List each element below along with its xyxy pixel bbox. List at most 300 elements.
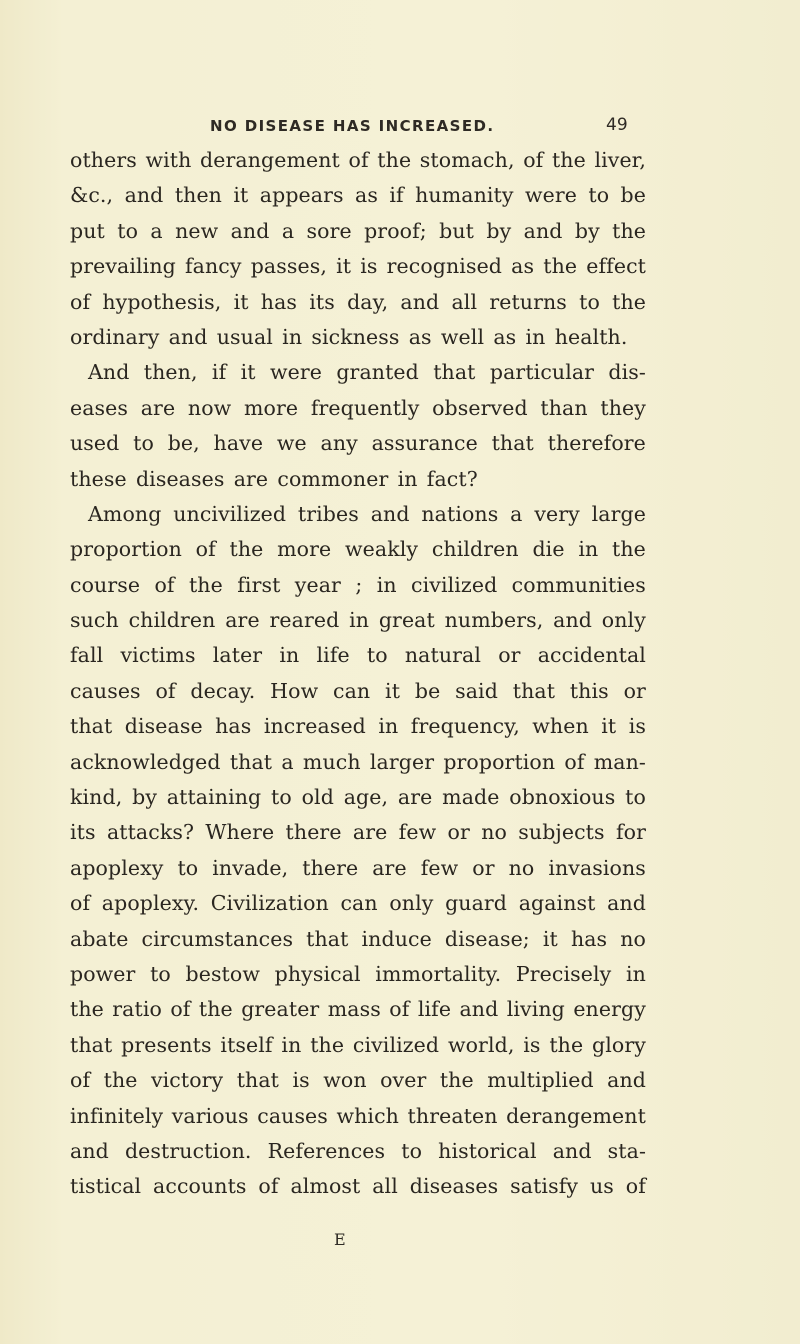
word: mass [327, 997, 381, 1022]
word: fact? [426, 466, 478, 491]
word: it [601, 714, 617, 739]
word: humanity [415, 183, 514, 208]
word: is [628, 714, 646, 739]
word: therefore [547, 431, 646, 456]
word: in [279, 643, 300, 668]
word: of [170, 997, 191, 1022]
word: the [310, 1032, 345, 1057]
word: weakly [345, 537, 419, 562]
word: in [397, 466, 418, 491]
text-line [70, 922, 646, 957]
word: Civilization [210, 891, 329, 916]
word: by [486, 218, 512, 243]
word: but [439, 218, 475, 243]
word: in [625, 961, 646, 986]
word: eases [70, 395, 129, 420]
word: granted [336, 360, 419, 385]
text-line [70, 497, 646, 532]
word: all [372, 1174, 398, 1199]
word: invade, [212, 855, 289, 880]
text-line [70, 178, 646, 213]
word: returns [489, 289, 567, 314]
word: has [260, 289, 298, 314]
word: be, [167, 431, 200, 456]
word: accounts [153, 1174, 247, 1199]
word: as [493, 324, 517, 349]
word: have [213, 431, 264, 456]
word: few [420, 855, 459, 880]
word: in [281, 1032, 302, 1057]
text-line [70, 851, 646, 886]
word: immortality. [375, 961, 502, 986]
word: used [70, 431, 120, 456]
word: health. [554, 324, 628, 349]
word: when [532, 714, 589, 739]
word: And [88, 360, 130, 385]
word: were [524, 183, 577, 208]
word: much [302, 749, 361, 774]
word: itself [220, 1032, 273, 1057]
word: in [378, 714, 399, 739]
word: usual [216, 324, 273, 349]
word: than [540, 395, 588, 420]
word: are [397, 785, 433, 810]
word: guard [445, 891, 508, 916]
word: for [615, 820, 646, 845]
word: victory [150, 1068, 224, 1093]
word: fall [70, 643, 104, 668]
word: of [70, 289, 91, 314]
word: children [128, 608, 216, 633]
word: historical [438, 1138, 537, 1163]
word: and [607, 1068, 646, 1093]
word: invasions [548, 855, 646, 880]
word: and [552, 1138, 592, 1163]
word: is [360, 254, 378, 279]
word: won [323, 1068, 367, 1093]
word: civilized [352, 1032, 440, 1057]
word: victims [120, 643, 196, 668]
word: ratio [112, 997, 162, 1022]
running-head [0, 115, 800, 139]
word: energy [573, 997, 646, 1022]
word: sore [306, 218, 352, 243]
word: put [70, 218, 105, 243]
text-line [70, 320, 646, 355]
text-line [70, 285, 646, 320]
word: a [150, 218, 163, 243]
word: are [225, 608, 260, 633]
word: of [70, 1068, 91, 1093]
word: only [389, 891, 434, 916]
word: frequently [310, 395, 420, 420]
word: over [380, 1068, 427, 1093]
word: it [542, 926, 558, 951]
word: of [154, 572, 175, 597]
word: a [281, 218, 295, 243]
word: derangement [506, 1103, 646, 1128]
word: is [523, 1032, 541, 1057]
word: it [240, 360, 256, 385]
word: of [195, 537, 216, 562]
word: Among [88, 501, 162, 526]
text-line [70, 1134, 646, 1169]
word: by [132, 785, 158, 810]
word: said [455, 678, 498, 703]
word: attaining [166, 785, 262, 810]
word: others [70, 148, 137, 172]
word: to [271, 785, 292, 810]
word: glory [592, 1032, 646, 1057]
word: abate [70, 926, 129, 951]
word: &c., [70, 183, 114, 208]
word: or [623, 678, 646, 703]
word: sta- [607, 1138, 646, 1163]
text-line [70, 1028, 646, 1063]
word: acknowledged [70, 749, 221, 774]
word: in [578, 537, 599, 562]
word: that [306, 926, 349, 951]
text-line [70, 249, 646, 284]
word: and [70, 1138, 109, 1163]
word: tistical [70, 1174, 142, 1199]
word: the [543, 254, 578, 279]
word: it [336, 254, 352, 279]
word: more [244, 395, 299, 420]
word: commoner [277, 466, 389, 491]
word: threaten [407, 1103, 498, 1128]
word: particular [489, 360, 595, 385]
word: bestow [185, 961, 260, 986]
word: proportion [443, 749, 556, 774]
word: assurance [371, 431, 478, 456]
word: then [174, 183, 222, 208]
word: hypothesis, [102, 289, 222, 314]
word: day, [347, 289, 389, 314]
word: of [389, 997, 410, 1022]
word: to [150, 961, 171, 986]
word: tribes [297, 501, 359, 526]
word: the [198, 997, 233, 1022]
word: in [349, 608, 370, 633]
word: if [389, 183, 404, 208]
word: that [512, 678, 556, 703]
word: disease; [444, 926, 530, 951]
word: dis- [608, 360, 646, 385]
word: References [267, 1138, 386, 1163]
word: prevailing [70, 254, 176, 279]
text-line [70, 391, 646, 426]
word: were [269, 360, 322, 385]
word: against [518, 891, 596, 916]
word: observed [432, 395, 528, 420]
word: kind, [70, 785, 123, 810]
word: it [233, 183, 249, 208]
word: causes [257, 1103, 328, 1128]
word: the [70, 997, 104, 1022]
word: and [168, 324, 208, 349]
word: its [309, 289, 335, 314]
word: be [620, 183, 646, 208]
word: that [229, 749, 273, 774]
text-line [70, 426, 646, 461]
word: life [417, 997, 452, 1022]
word: first [237, 572, 281, 597]
word: to [117, 218, 139, 243]
word: obnoxious [509, 785, 616, 810]
word: that [491, 431, 534, 456]
word: accidental [537, 643, 646, 668]
word: then, [143, 360, 198, 385]
word: of [155, 678, 176, 703]
word: of [625, 1174, 646, 1199]
word: are [233, 466, 269, 491]
text-line [70, 1099, 646, 1134]
word: few [398, 820, 437, 845]
word: diseases [409, 1174, 499, 1199]
word: to [366, 643, 388, 668]
word: of [348, 148, 369, 172]
word: world, [447, 1032, 515, 1057]
word: they [600, 395, 646, 420]
word: new [175, 218, 219, 243]
word: is [292, 1068, 310, 1093]
word: Where [205, 820, 275, 845]
word: age, [343, 785, 389, 810]
word: apoplexy [70, 855, 164, 880]
text-line [70, 957, 646, 992]
word: by [574, 218, 600, 243]
word: natural [404, 643, 482, 668]
word: it [385, 678, 401, 703]
word: in [282, 324, 303, 349]
word: as [408, 324, 432, 349]
word: now [187, 395, 232, 420]
word: to [133, 431, 154, 456]
word: numbers, [444, 608, 544, 633]
word: nations [421, 501, 499, 526]
word: the [377, 148, 412, 172]
word: presents [121, 1032, 212, 1057]
signature-mark: E [334, 1230, 347, 1249]
word: and [523, 218, 563, 243]
text-line [70, 709, 646, 744]
word: causes [70, 678, 141, 703]
word: of [564, 749, 585, 774]
word: stomach, [419, 148, 515, 172]
word: appears [259, 183, 344, 208]
page-number: 49 [606, 115, 628, 135]
text-line [70, 1063, 646, 1098]
word: the [439, 1068, 474, 1093]
word: frequency, [410, 714, 520, 739]
word: sickness [311, 324, 400, 349]
word: ordinary [70, 324, 160, 349]
word: proof; [364, 218, 427, 243]
word: or [472, 855, 495, 880]
word: derangement [200, 148, 340, 172]
word: communities [511, 572, 646, 597]
word: course [70, 572, 141, 597]
word: the [549, 1032, 584, 1057]
word: made [442, 785, 500, 810]
word: such [70, 608, 119, 633]
word: the [103, 1068, 138, 1093]
word: are [352, 820, 388, 845]
word: has [570, 926, 608, 951]
word: disease [124, 714, 203, 739]
word: only [601, 608, 646, 633]
word: can [333, 678, 371, 703]
text-line [70, 355, 646, 390]
word: these [70, 466, 127, 491]
text-line [70, 1169, 646, 1204]
word: well [440, 324, 485, 349]
word: the [229, 537, 264, 562]
word: be [414, 678, 441, 703]
word: large [591, 501, 646, 526]
word: multiplied [487, 1068, 594, 1093]
word: infinitely [70, 1103, 164, 1128]
word: to [401, 1138, 423, 1163]
word: a [281, 749, 294, 774]
word: that [236, 1068, 280, 1093]
word: us [589, 1174, 614, 1199]
word: uncivilized [173, 501, 287, 526]
word: or [498, 643, 521, 668]
word: satisfy [510, 1174, 579, 1199]
word: effect [586, 254, 646, 279]
word: very [534, 501, 580, 526]
word: reared [269, 608, 340, 633]
word: Precisely [515, 961, 612, 986]
word: power [70, 961, 136, 986]
word: and [370, 501, 410, 526]
word: circumstances [141, 926, 294, 951]
text-line [70, 745, 646, 780]
word: liver, [594, 148, 646, 172]
word: year [294, 572, 341, 597]
word: of [258, 1174, 279, 1199]
word: attacks? [106, 820, 195, 845]
word: larger [369, 749, 435, 774]
word: to [588, 183, 610, 208]
text-line [70, 780, 646, 815]
word: various [171, 1103, 249, 1128]
word: has [215, 714, 252, 739]
text-line [70, 674, 646, 709]
word: the [612, 218, 646, 243]
word: the [188, 572, 223, 597]
word: subjects [518, 820, 605, 845]
word: as [511, 254, 535, 279]
word: ; [355, 572, 363, 597]
word: induce [361, 926, 432, 951]
word: proportion [70, 537, 182, 562]
text-line [70, 603, 646, 638]
word: physical [274, 961, 361, 986]
word: life [316, 643, 350, 668]
text-line [70, 462, 646, 497]
word: in [525, 324, 546, 349]
word: we [276, 431, 307, 456]
word: passes, [250, 254, 327, 279]
word: are [140, 395, 176, 420]
body-text [70, 143, 646, 1205]
word: recognised [386, 254, 503, 279]
word: greater [241, 997, 320, 1022]
text-line [70, 214, 646, 249]
word: and [230, 218, 270, 243]
text-line [70, 143, 646, 178]
word: of [523, 148, 544, 172]
word: to [177, 855, 199, 880]
word: civilized [411, 572, 498, 597]
word: later [212, 643, 263, 668]
word: its [70, 820, 96, 845]
text-line [70, 568, 646, 603]
word: the [551, 148, 586, 172]
word: no [508, 855, 535, 880]
word: living [506, 997, 565, 1022]
text-line [70, 638, 646, 673]
word: there [302, 855, 359, 880]
word: or [447, 820, 470, 845]
word: that [70, 1032, 113, 1057]
word: as [355, 183, 378, 208]
word: and [607, 891, 646, 916]
word: apoplexy. [101, 891, 200, 916]
word: and [553, 608, 593, 633]
word: and [459, 997, 499, 1022]
text-line [70, 886, 646, 921]
word: the [612, 289, 646, 314]
word: in [376, 572, 397, 597]
word: increased [263, 714, 366, 739]
word: any [320, 431, 358, 456]
word: fancy [184, 254, 242, 279]
word: diseases [135, 466, 225, 491]
word: of [70, 891, 91, 916]
word: more [277, 537, 332, 562]
word: that [70, 714, 113, 739]
word: no [481, 820, 507, 845]
word: it [233, 289, 249, 314]
word: no [620, 926, 646, 951]
text-line [70, 532, 646, 567]
word: How [270, 678, 319, 703]
word: and [400, 289, 440, 314]
word: great [378, 608, 435, 633]
text-line [70, 992, 646, 1027]
word: that [433, 360, 476, 385]
word: and [124, 183, 164, 208]
text-line [70, 815, 646, 850]
word: decay. [190, 678, 256, 703]
word: all [451, 289, 478, 314]
word: are [372, 855, 407, 880]
word: which [336, 1103, 399, 1128]
word: children [431, 537, 519, 562]
word: to [579, 289, 600, 314]
word: can [340, 891, 378, 916]
word: almost [290, 1174, 361, 1199]
word: old [301, 785, 334, 810]
word: die [532, 537, 565, 562]
word: this [569, 678, 609, 703]
word: with [145, 148, 192, 172]
word: the [612, 537, 646, 562]
